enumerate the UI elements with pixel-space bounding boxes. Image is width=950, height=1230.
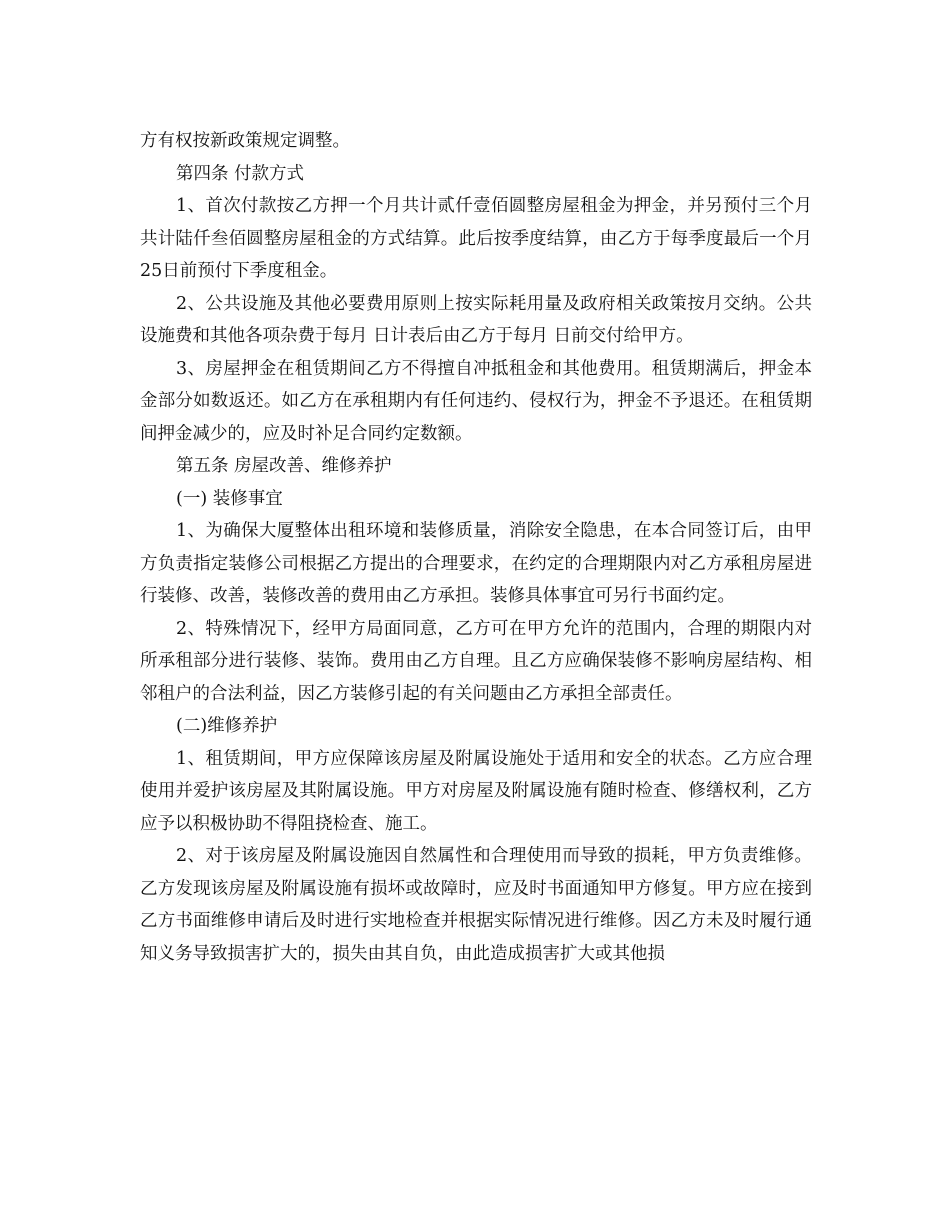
- maintenance-clause-1: 1、租赁期间，甲方应保障该房屋及附属设施处于适用和安全的状态。乙方应合理使用并爱护该房屋及其附属设施。甲方对房屋及附属设施有随时检查、修缮权利，乙方应予以积极协助不得阻挠检查、施工。: [140, 748, 812, 834]
- article-4-clause-1: 1、首次付款按乙方押一个月共计贰仟壹佰圆整房屋租金为押金，并另预付三个月共计陆仟叁佰圆整房屋租金的方式结算。此后按季度结算，由乙方于每季度最后一个月25日前预付下季度租金。: [140, 196, 812, 281]
- document-page: [140, 125, 812, 970]
- article-4-clause-3: 3、房屋押金在租赁期间乙方不得擅自冲抵租金和其他费用。租赁期满后，押金本金部分如数返还。如乙方在承租期内有任何违约、侵权行为，押金不予退还。在租赁期间押金减少的，应及时补足合同约定数额。: [140, 358, 812, 444]
- renovation-clause-1: 1、为确保大厦整体出租环境和装修质量，消除安全隐患，在本合同签订后，由甲方负责指定装修公司根据乙方提出的合理要求，在约定的合理期限内对乙方承租房屋进行装修、改善，装修改善的费用由乙方承担。装修具体事宜可另行书面约定。: [140, 521, 812, 606]
- paragraph-continuation: 方有权按新政策规定调整。: [140, 131, 350, 151]
- renovation-clause-2: 2、特殊情况下，经甲方局面同意，乙方可在甲方允许的范围内，合理的期限内对所承租部分进行装修、装饰。费用由乙方自理。且乙方应确保装修不影响房屋结构、相邻租户的合法利益，因乙方装修引起的有关问题由乙方承担全部责任。: [140, 618, 812, 704]
- maintenance-clause-2: 2、对于该房屋及附属设施因自然属性和合理使用而导致的损耗，甲方负责维修。乙方发现该房屋及附属设施有损坏或故障时，应及时书面通知甲方修复。甲方应在接到乙方书面维修申请后及时进行实地检查并根据实际情况进行维修。因乙方未及时履行通知义务导致损害扩大的，损失由其自负，由此造成损害扩大或其他损: [140, 846, 812, 964]
- section-renovation-heading: (一) 装修事宜: [176, 488, 283, 509]
- article-5-heading: 第五条 房屋改善、维修养护: [176, 456, 392, 476]
- article-4-clause-2: 2、公共设施及其他必要费用原则上按实际耗用量及政府相关政策按月交纳。公共设施费和其他各项杂费于每月 日计表后由乙方于每月 日前交付给甲方。: [140, 293, 812, 346]
- article-4-heading: 第四条 付款方式: [176, 163, 305, 184]
- section-maintenance-heading: (二)维修养护: [176, 716, 278, 736]
